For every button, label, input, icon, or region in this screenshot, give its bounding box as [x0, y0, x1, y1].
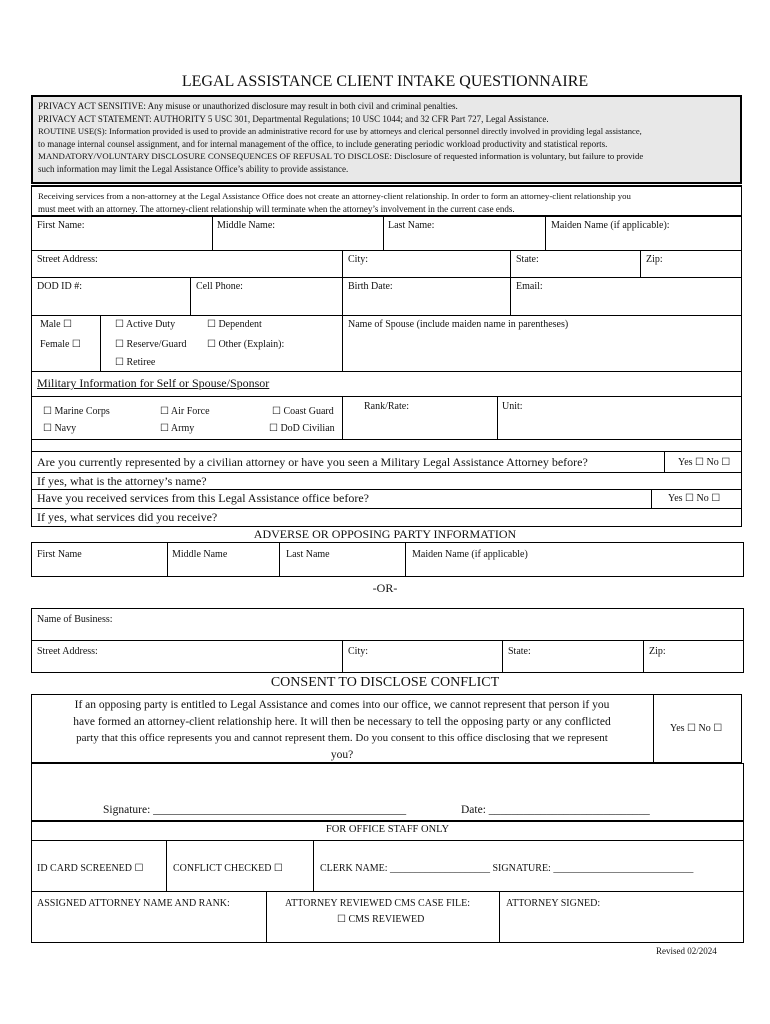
business-name-label: Name of Business: [37, 614, 113, 625]
adverse-last-name-label: Last Name [286, 549, 330, 560]
services-received-question: If yes, what services did you receive? [37, 510, 218, 524]
army-checkbox[interactable]: ☐ Army [160, 423, 195, 434]
air-force-checkbox[interactable]: ☐ Air Force [160, 406, 210, 417]
date-field[interactable]: Date: ____________________________ [461, 804, 650, 816]
unit-label: Unit: [502, 401, 523, 412]
last-name-label: Last Name: [388, 220, 435, 231]
attorney-signed-label: ATTORNEY SIGNED: [506, 898, 601, 909]
attorney-name-question: If yes, what is the attorney’s name? [37, 474, 207, 488]
street-address-label: Street Address: [37, 254, 98, 265]
cell-phone-label: Cell Phone: [196, 281, 243, 292]
adverse-state-label: State: [508, 646, 531, 657]
consent-line: you? [330, 748, 354, 761]
consent-line: have formed an attorney-client relationship here. It will then be necessary to tell the opposing party or any conflicted [73, 715, 611, 728]
prior-services-question: Have you received services from this Legal Assistance office before? [37, 491, 369, 505]
zip-label: Zip: [646, 254, 663, 265]
consent-yes-no[interactable]: Yes ☐ No ☐ [670, 723, 723, 734]
consent-line: If an opposing party is entitled to Legal Assistance and comes into our office, we cannot represent that person if you [74, 699, 610, 711]
assigned-attorney-label: ASSIGNED ATTORNEY NAME AND RANK: [37, 898, 230, 909]
adverse-maiden-name-label: Maiden Name (if applicable) [412, 549, 528, 560]
adverse-zip-label: Zip: [649, 646, 666, 657]
city-label: City: [348, 254, 369, 265]
privacy-line: ROUTINE USE(S): Information provided is used to provide an administrative record for use by attorneys and clerical personnel directly involved in providing legal assistance, [38, 126, 642, 136]
or-divider: -OR- [372, 581, 398, 595]
office-staff-heading: FOR OFFICE STAFF ONLY [325, 824, 450, 835]
military-info-heading: Military Information for Self or Spouse/Sponsor [37, 376, 270, 390]
adverse-first-name-label: First Name [37, 549, 82, 560]
id-card-screened-checkbox[interactable]: ID CARD SCREENED ☐ [37, 863, 144, 874]
privacy-act-notice [31, 95, 742, 184]
female-checkbox[interactable]: Female ☐ [40, 339, 81, 350]
signature-field[interactable]: Signature: ____________________________________________ [103, 804, 407, 816]
first-name-label: First Name: [37, 220, 85, 231]
consent-heading: CONSENT TO DISCLOSE CONFLICT [270, 675, 500, 690]
form-title: LEGAL ASSISTANCE CLIENT INTAKE QUESTIONNAIRE [181, 73, 589, 90]
consent-text [33, 697, 651, 763]
attorney-reviewed-label: ATTORNEY REVIEWED CMS CASE FILE: [285, 898, 470, 909]
spouse-name-label: Name of Spouse (include maiden name in parentheses) [348, 319, 569, 330]
email-label: Email: [516, 281, 543, 292]
other-checkbox[interactable]: ☐ Other (Explain): [207, 339, 285, 350]
adverse-party-heading: ADVERSE OR OPPOSING PARTY INFORMATION [253, 527, 517, 541]
adverse-middle-name-label: Middle Name [172, 549, 228, 560]
navy-checkbox[interactable]: ☐ Navy [43, 423, 77, 434]
privacy-line: such information may limit the Legal Assistance Office’s ability to provide assistance. [38, 163, 349, 174]
adverse-street-label: Street Address: [37, 646, 98, 657]
state-label: State: [516, 254, 539, 265]
prior-services-yes-no[interactable]: Yes ☐ No ☐ [668, 493, 721, 504]
adverse-city-label: City: [348, 646, 369, 657]
adverse-name-row [31, 542, 744, 577]
privacy-line: MANDATORY/VOLUNTARY DISCLOSURE CONSEQUENCES OF REFUSAL TO DISCLOSE: Disclosure of requested information is voluntary, but failure to provide [38, 151, 644, 161]
revision-date: Revised 02/2024 [656, 946, 717, 956]
dod-id-label: DOD ID #: [37, 281, 82, 292]
consent-line: party that this office represents you and cannot represent them. Do you consent to this office disclosing that we represent [76, 732, 608, 744]
notice-line: must meet with an attorney. The attorney-client relationship will terminate when the attorney’s involvement in the current case ends. [38, 203, 515, 214]
notice-line: Receiving services from a non-attorney at the Legal Assistance Office does not create an attorney-client relationship. In order to form an attorney-client relationship you [38, 191, 631, 201]
clerk-name-signature-field[interactable]: CLERK NAME: ____________________ SIGNATURE: ____________________________ [320, 863, 694, 874]
retiree-checkbox[interactable]: ☐ Retiree [115, 357, 156, 368]
cms-reviewed-checkbox[interactable]: ☐ CMS REVIEWED [337, 914, 425, 925]
male-checkbox[interactable]: Male ☐ [40, 319, 73, 330]
dependent-checkbox[interactable]: ☐ Dependent [207, 319, 262, 330]
active-duty-checkbox[interactable]: ☐ Active Duty [115, 319, 176, 330]
conflict-checked-checkbox[interactable]: CONFLICT CHECKED ☐ [173, 863, 283, 874]
privacy-line: to manage internal counsel assignment, and for internal management of the office, to include generating periodic workload productivity and statistical reports. [38, 138, 608, 149]
privacy-line: PRIVACY ACT SENSITIVE: Any misuse or unauthorized disclosure may result in both civil and criminal penalties. [38, 101, 458, 111]
dod-civilian-checkbox[interactable]: ☐ DoD Civilian [269, 423, 335, 434]
reserve-guard-checkbox[interactable]: ☐ Reserve/Guard [115, 339, 187, 350]
represented-question: Are you currently represented by a civilian attorney or have you seen a Military Legal Assistance Attorney before? [37, 455, 588, 469]
marine-corps-checkbox[interactable]: ☐ Marine Corps [43, 406, 110, 417]
privacy-line: PRIVACY ACT STATEMENT: AUTHORITY 5 USC 301, Departmental Regulations; 10 USC 1044; and 32 CFR Part 727, Legal Assistance. [38, 113, 549, 124]
coast-guard-checkbox[interactable]: ☐ Coast Guard [272, 406, 334, 417]
middle-name-label: Middle Name: [217, 220, 276, 231]
attorney-client-notice [31, 185, 742, 216]
maiden-name-label: Maiden Name (if applicable): [551, 220, 670, 231]
represented-yes-no[interactable]: Yes ☐ No ☐ [678, 457, 731, 468]
birth-date-label: Birth Date: [348, 281, 393, 292]
rank-rate-label: Rank/Rate: [364, 401, 409, 412]
